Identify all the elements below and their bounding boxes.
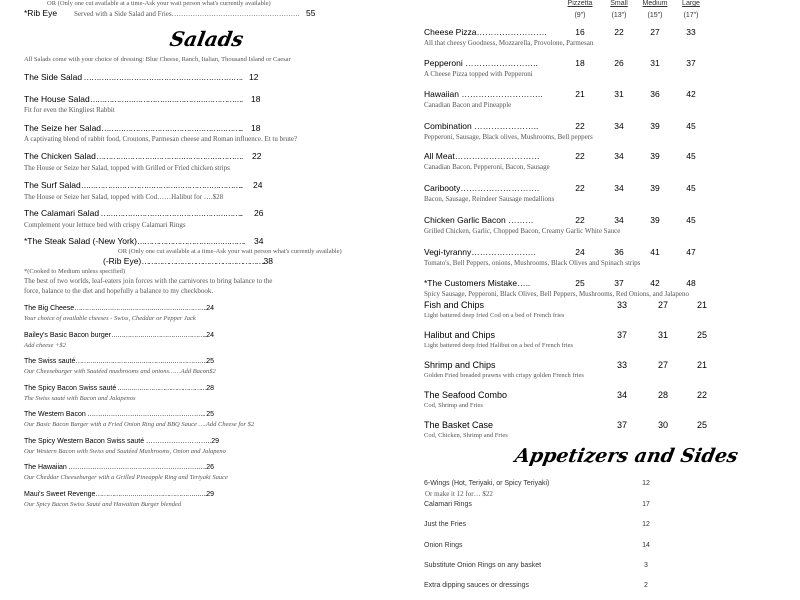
pizza-name: Combination ………………….. <box>424 121 539 131</box>
salads-note: All Salads come with your choice of dressing: Blue Cheese, Ranch, Italian, Thousand Island or Caesar <box>24 56 291 63</box>
burger-name: Bailey's Basic Bacon burger………………………………………..24 <box>24 332 214 339</box>
pizza-desc: All that cheesy Goodness, Mozzarella, Provolone, Parmesan <box>424 39 594 47</box>
basket-name: Shrimp and Chips <box>424 360 496 370</box>
burger-name: The Hawaiian ……………………………………………………….26 <box>24 464 214 471</box>
pizza-desc: Spicy Sausage, Pepperoni, Black Olives, Bell Peppers, Mushrooms, Red Onions, and Jalapeno <box>424 290 689 298</box>
pizza-price: 39 <box>650 183 660 193</box>
item-price: 26 <box>254 208 264 218</box>
pizza-desc: Pepperoni, Sausage, Black olives, Mushrooms, Bell peppers <box>424 133 593 141</box>
burger-desc: Our Basic Bacon Burger with a Fried Onion Ring and BBQ Sauce ….Add Cheese for $2 <box>24 421 255 428</box>
item-desc: The House or Seize her Salad, topped with Grilled or Fried chicken strips <box>24 164 230 172</box>
burger-desc: Our Western Bacon with Swiss and Sautéed Mushrooms, Onion and Jalapeno <box>24 448 226 455</box>
basket-name: The Seafood Combo <box>424 390 508 400</box>
item-name: The Chicken Salad……………………………………………………. <box>24 151 242 161</box>
pizza-price: 27 <box>650 27 660 37</box>
pizza-price: 34 <box>614 215 624 225</box>
item-desc: The House or Seize her Salad, topped with Cod……Halibut for ….$28 <box>24 193 224 201</box>
burger-name: Maui's Sweet Revenge……………………………………………….29 <box>24 491 214 498</box>
basket-desc: Light battered deep fried Halibut on a bed of French fries <box>424 342 574 349</box>
basket-price: 34 <box>616 390 628 400</box>
pizza-price: 34 <box>614 151 624 161</box>
basket-price: 30 <box>657 420 669 430</box>
pizza-desc: A Cheese Pizza topped with Pepperoni <box>424 70 533 78</box>
col-large: Large <box>682 0 700 7</box>
burger-desc: Add cheese +$2 <box>24 342 66 349</box>
appetizer-price: 14 <box>642 542 650 549</box>
item-name: The Seize her Salad………………………………………………….. <box>24 123 242 133</box>
item-name: The Calamari Salad ………………………………………………….. <box>24 208 242 218</box>
basket-desc: Cod, Shrimp and Fries <box>424 402 483 409</box>
rib-eye-desc: Served with a Side Salad and Fries………………………………………………. <box>74 10 300 18</box>
appetizer-name: Just the Fries <box>424 521 467 528</box>
basket-price: 21 <box>696 300 708 310</box>
pizza-price: 37 <box>686 58 696 68</box>
item-price: 34 <box>254 236 264 246</box>
pizza-price: 45 <box>686 121 696 131</box>
pizza-price: 39 <box>650 215 660 225</box>
pizza-price: 33 <box>686 27 696 37</box>
basket-price: 27 <box>657 360 669 370</box>
size-13: (13") <box>611 12 627 19</box>
appetizer-name: Onion Rings <box>424 542 463 549</box>
pizza-price: 18 <box>575 58 585 68</box>
pizza-price: 24 <box>575 247 585 257</box>
item-desc: Complement your lettuce bed with crispy Calamari Rings <box>24 221 186 229</box>
pizza-price: 34 <box>614 183 624 193</box>
pizza-price: 36 <box>614 247 624 257</box>
item-price: 18 <box>251 94 261 104</box>
basket-price: 33 <box>616 300 628 310</box>
pizza-name: Vegi-tyranny………………….. <box>424 247 536 257</box>
size-17: (17") <box>683 12 699 19</box>
pizza-desc: Tomato's, Bell Peppers, onions, Mushrooms, Black Olives and Spinach strips <box>424 259 641 267</box>
burger-desc: Your choice of available cheeses - Swiss, Cheddar or Pepper Jack <box>24 315 196 322</box>
appetizer-name: Calamari Rings <box>424 501 472 508</box>
pizza-price: 22 <box>614 27 624 37</box>
item-name: *The Steak Salad (-New York)………………………………………. <box>24 236 244 246</box>
col-small: Small <box>610 0 628 7</box>
pizza-price: 45 <box>686 151 696 161</box>
burger-name: The Swiss sauté……………………………………………………….25 <box>24 358 214 365</box>
basket-name: The Basket Case <box>424 420 494 430</box>
pizza-price: 22 <box>575 151 585 161</box>
size-15: (15") <box>647 12 663 19</box>
burger-name: The Spicy Bacon Swiss sauté ………………………………………28 <box>24 385 214 392</box>
item-price: 12 <box>249 72 259 82</box>
rib-eye-option: (-Rib Eye)………………………………………………..38 <box>103 256 273 266</box>
pizza-price: 34 <box>614 121 624 131</box>
cooked-note: *(Cooked to Medium unless specified) <box>24 268 126 275</box>
pizza-price: 31 <box>650 58 660 68</box>
top-or-note: OR (Only one cut available at a time-Ask your wait person what's currently available) <box>47 0 271 7</box>
basket-price: 28 <box>657 390 669 400</box>
item-price: 22 <box>252 151 262 161</box>
item-desc: force, balance to the diet and hopefully a balance to my checkbook. <box>24 287 214 295</box>
burger-desc: Our Spicy Bacon Swiss Sauté and Hawaiian Burger blended <box>24 501 182 508</box>
basket-name: Halibut and Chips <box>424 330 496 340</box>
appetizer-price: 3 <box>644 562 648 569</box>
pizza-price: 22 <box>575 215 585 225</box>
pizza-name: All Meat………………………… <box>424 151 540 161</box>
pizza-name: Caribooty………………………. <box>424 183 540 193</box>
pizza-desc: Canadian Bacon, Pepperoni, Bacon, Sausage <box>424 163 550 171</box>
pizza-price: 31 <box>614 89 624 99</box>
basket-price: 37 <box>616 330 628 340</box>
basket-price: 22 <box>696 390 708 400</box>
item-name: The Side Salad ………………………………………………………. <box>24 72 242 82</box>
rib-eye-name: *Rib Eye <box>24 8 58 18</box>
item-desc: Fit for even the Kingliest Rabbit <box>24 106 115 114</box>
appetizer-price: 2 <box>644 582 648 589</box>
pizza-price: 47 <box>686 247 696 257</box>
basket-price: 27 <box>657 300 669 310</box>
pizza-price: 26 <box>614 58 624 68</box>
burger-desc: The Swiss sauté with Bacon and Jalapenos <box>24 395 136 402</box>
pizza-name: Chicken Garlic Bacon ……… <box>424 215 534 225</box>
item-price: 24 <box>253 180 263 190</box>
basket-price: 37 <box>616 420 628 430</box>
pizza-price: 39 <box>650 151 660 161</box>
basket-desc: Golden Fried breaded prawns with crispy golden French fries <box>424 372 584 379</box>
pizza-price: 45 <box>686 183 696 193</box>
pizza-price: 22 <box>575 121 585 131</box>
basket-desc: Cod, Chicken, Shrimp and Fries <box>424 432 508 439</box>
appetizer-name: Substitute Onion Rings on any basket <box>424 562 542 569</box>
burger-desc: Our Cheeseburger with Sautéed mushrooms and onions……Add Bacon$2 <box>24 368 216 375</box>
pizza-price: 36 <box>650 89 660 99</box>
appetizer-price: 12 <box>642 521 650 528</box>
item-name: The House Salad………………………………………………………. <box>24 94 242 104</box>
appetizer-price: 17 <box>642 501 650 508</box>
item-name: The Surf Salad………………………………………………………….. <box>24 180 242 190</box>
item-desc: A captivating blend of rabbit food, Croutons, Parmesan cheese and Roman influence. Et tu brute? <box>24 135 298 143</box>
burger-desc: Our Cheddar Cheeseburger with a Grilled Pineapple Ring and Teriyaki Sauce <box>24 474 228 481</box>
basket-desc: Light battered deep fried Cod on a bed of French fries <box>424 312 565 319</box>
or-note: OR (Only one cut available at a time-Ask your wait person what's currently available) <box>118 248 342 255</box>
basket-price: 25 <box>696 330 708 340</box>
pizza-price: 22 <box>575 183 585 193</box>
pizza-price: 48 <box>686 278 696 288</box>
burger-name: The Western Bacon ……………………………………………….. 25 <box>24 411 214 418</box>
burger-name: The Big Cheese……………………………………………………….24 <box>24 305 214 312</box>
pizza-price: 25 <box>575 278 585 288</box>
appetizer-price: 12 <box>642 480 650 487</box>
size-9: (9") <box>574 12 586 19</box>
item-price: 18 <box>251 123 261 133</box>
col-medium: Medium <box>642 0 668 7</box>
basket-price: 21 <box>696 360 708 370</box>
item-desc: The best of two worlds, leaf-eaters join forces with the carnivores to bring balance to the <box>24 277 273 285</box>
pizza-price: 37 <box>614 278 624 288</box>
pizza-desc: Canadian Bacon and Pineapple <box>424 101 512 109</box>
pizza-name: Pepperoni …………………….. <box>424 58 538 68</box>
pizza-name: *The Customers Mistake….. <box>424 278 531 288</box>
col-pizzetta: Pizzetta <box>567 0 593 7</box>
pizza-price: 41 <box>650 247 660 257</box>
basket-price: 31 <box>657 330 669 340</box>
appetizer-name: 6-Wings (Hot, Teriyaki, or Spicy Teriyaki) <box>424 480 550 487</box>
appetizer-name: Extra dipping sauces or dressings <box>424 582 530 589</box>
pizza-name: Cheese Pizza……………………. <box>424 27 547 37</box>
basket-name: Fish and Chips <box>424 300 485 310</box>
rib-eye-price: 55 <box>306 8 316 18</box>
pizza-price: 42 <box>686 89 696 99</box>
pizza-desc: Bacon, Sausage, Reindeer Sausage medallions <box>424 195 555 203</box>
wings-extra: Or make it 12 for… $22 <box>425 490 493 498</box>
pizza-price: 21 <box>575 89 585 99</box>
pizza-price: 16 <box>575 27 585 37</box>
basket-price: 25 <box>696 420 708 430</box>
salads-title: Salads <box>167 27 246 51</box>
pizza-desc: Grilled Chicken, Garlic, Chopped Bacon, Creamy Garlic White Sauce <box>424 227 621 235</box>
basket-price: 33 <box>616 360 628 370</box>
burger-name: The Spicy Western Bacon Swiss sauté ………………………..29 <box>24 438 219 445</box>
pizza-price: 39 <box>650 121 660 131</box>
pizza-name: Hawaiian ……………………….. <box>424 89 543 99</box>
appetizers-title: Appetizers and Sides <box>513 445 740 467</box>
pizza-price: 45 <box>686 215 696 225</box>
pizza-price: 42 <box>650 278 660 288</box>
